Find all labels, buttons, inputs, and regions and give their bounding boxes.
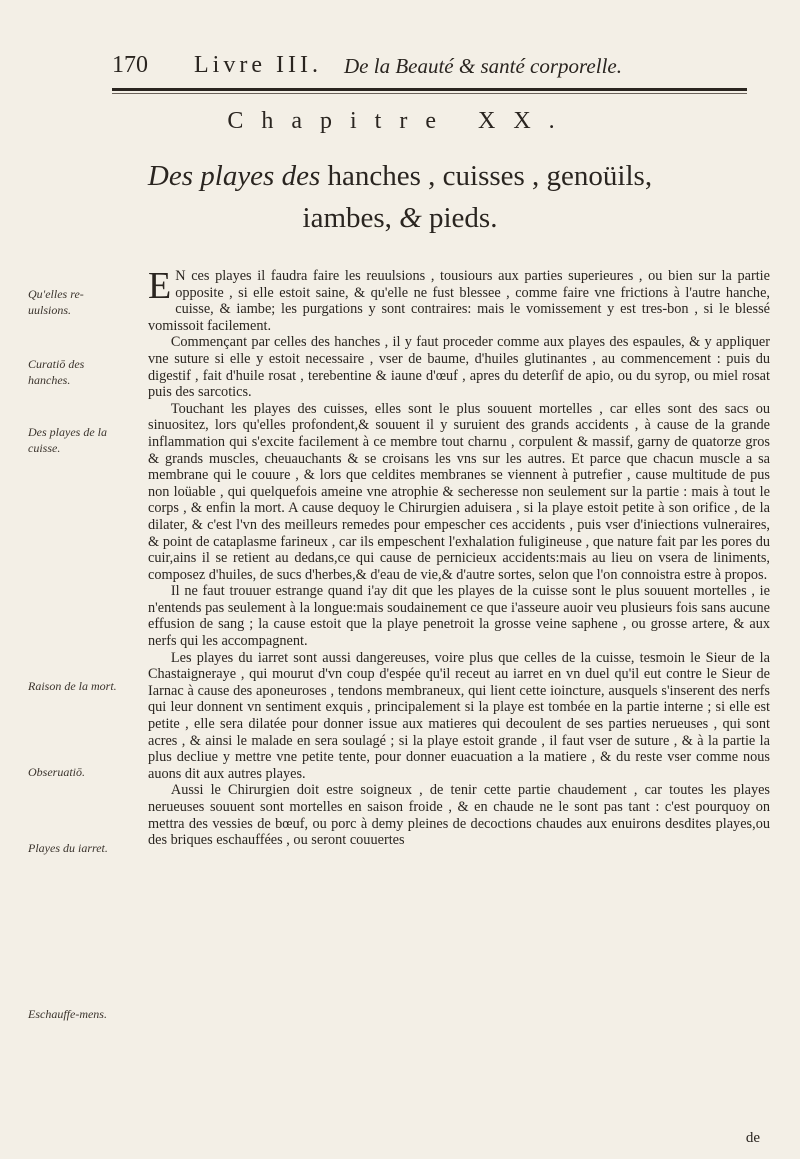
margin-note-reuulsions: Qu'elles re-uulsions. [28, 287, 84, 317]
paragraph-3: Touchant les playes des cuisses, elles sont le plus souuent mortelles , car elles sont des sacs ou sinuositez, lors qu'elles profondent,& souuent il y suruient des grands accidents , à cause de la grande inflammation qui s'excite facilement à ce membre tout charnu , corpulent & massif, garny de quatorze gros & grands muscles, cheuauchants & se croisans les vns sur les autres. Et parce que chacun muscle a sa membrane qui le couure , & lors que celdites membranes se viennent à putrefier , cause multitude de pus non loüable , qui quelquefois ameine vne atrophie & secheresse non seulement sur la partie : mais à tout le corps , & enfin la mort. A cause dequoy le Chirurgien aduisera , si la playe estoit petite à son orifice , de la dilater, & c'est l'vn des meilleurs remedes pour empescher ces accidents , puis vser d'iniections vulneraires, & point de cataplasme farineux , car ils empeschent l'exhalation fuligineuse , que nature fait par les pores du cuir,ains il se retient au dedans,ce qui cause de pernicieux accidents:mais au lieu on vsera de liniments, composez d'huiles, de sucs d'herbes,& d'eau de vie,& d'autre sortes, selon que l'on connoistra estre à propos. [148, 400, 770, 583]
paragraph-2: Commençant par celles des hanches , il y faut proceder comme aux playes des espaules, & y appliquer vne suture si elle y estoit necessaire , vser de baume, d'huiles glutinantes , au commencement : puis du digestif , fait d'huile rosat , terebentine & iaune d'œuf , apres du deterſif de apio, ou du syrop, ou miel rosat puis des sarcotics. [148, 334, 770, 401]
running-title: De la Beauté & santé corporelle. [344, 54, 622, 78]
paragraph-4: Il ne faut trouuer estrange quand i'ay dit que les playes de la cuisse sont le plus souuent mortelles , ie n'entends pas seulement à la longue:mais soudainement ce que i'asseure auoir veu plusieurs fois sans aucune effusion de sang ; la cause estoit que la playe penetroit la grosse veine saphene , ou grosse artere, & aux nerfs qui les accompagnent. [148, 583, 770, 650]
paragraph-5: Les playes du iarret sont aussi dangereuses, voire plus que celles de la cuisse, tesmoin le Sieur de la Chastaigneraye , qui mourut d'vn coup d'espée qu'il receut au iarret en vn duel qu'il eut contre le Sieur de Iarnac à cause des aponeuroses , tendons membraneux, qui lient cette ioincture, ausquels s'inserent des nerfs qui leur donnent vn sentiment exquis , principalement si la playe est tombée en la partie interne ; si elle est petite , elle sera dilatée pour donner issue aux matieres qui decoulent de ses parties nerueuses , qui sont acres , & ainsi le malade en sera soulagé ; si la playe estoit grande , il faut vser de suture , & à la partie la plus decliue y mettre vne petite tente, pour donner euacuation a la matiere , & du reste vser comme nous auons dit aux autres playes. [148, 649, 770, 782]
title-part-b: pieds. [421, 202, 498, 234]
title-part-a: iambes, [302, 202, 400, 234]
margin-note-cuisse: Des playes de la cuisse. [28, 425, 107, 455]
margin-note-raison: Raison de la mort. [28, 679, 117, 693]
catchword: de [745, 1130, 760, 1146]
paragraph-text: N ces playes il faudra faire les reuulsions , tousiours aux parties superieures , ou bien sur la partie opposite , si elle estoit saine, & qu'elle ne fust blessee , comme faire vne frictions à l'autre hanche, cuisse, & iambe; les purgations y sont contraires: mais le vomissement y est tres-bon , si le blessé vomissoit facilement. [148, 268, 770, 334]
margin-note-eschauffemens: Eschauffe-mens. [28, 1007, 107, 1021]
running-head [112, 48, 752, 84]
chapter-title-line2 [0, 202, 800, 235]
title-roman-part: hanches , cuisses , genoüils, [327, 160, 653, 192]
book-label: Livre III. [194, 52, 322, 78]
drop-cap: E [148, 265, 172, 307]
header-rule [112, 88, 747, 91]
margin-note-iarret: Playes du iarret. [28, 841, 108, 855]
body-text [148, 265, 770, 849]
chapter-title-line1 [0, 160, 800, 193]
margin-note-curatio: Curatiō des hanches. [28, 357, 85, 387]
chapter-heading: Chapitre XX. [227, 108, 573, 134]
title-ampersand: & [399, 202, 422, 234]
margin-note-obseruatio: Obseruatiō. [28, 765, 85, 779]
header-rule-thin [112, 93, 747, 94]
paragraph-1 [148, 265, 770, 334]
page-number: 170 [112, 52, 148, 78]
title-italic-part: Des playes des [147, 160, 321, 192]
paragraph-6: Aussi le Chirurgien doit estre soigneux , de tenir cette partie chaudement , car toutes les playes nerueuses souuent sont mortelles en saison froide , & en chaude ne le sont pas tant : c'est pourquoy on mettra des vessies de bœuf, ou porc à demy pleines de decoctions chaudes aux enuirons desdites playes,ou des briques eschauffées , ou seront couuertes [148, 782, 770, 849]
